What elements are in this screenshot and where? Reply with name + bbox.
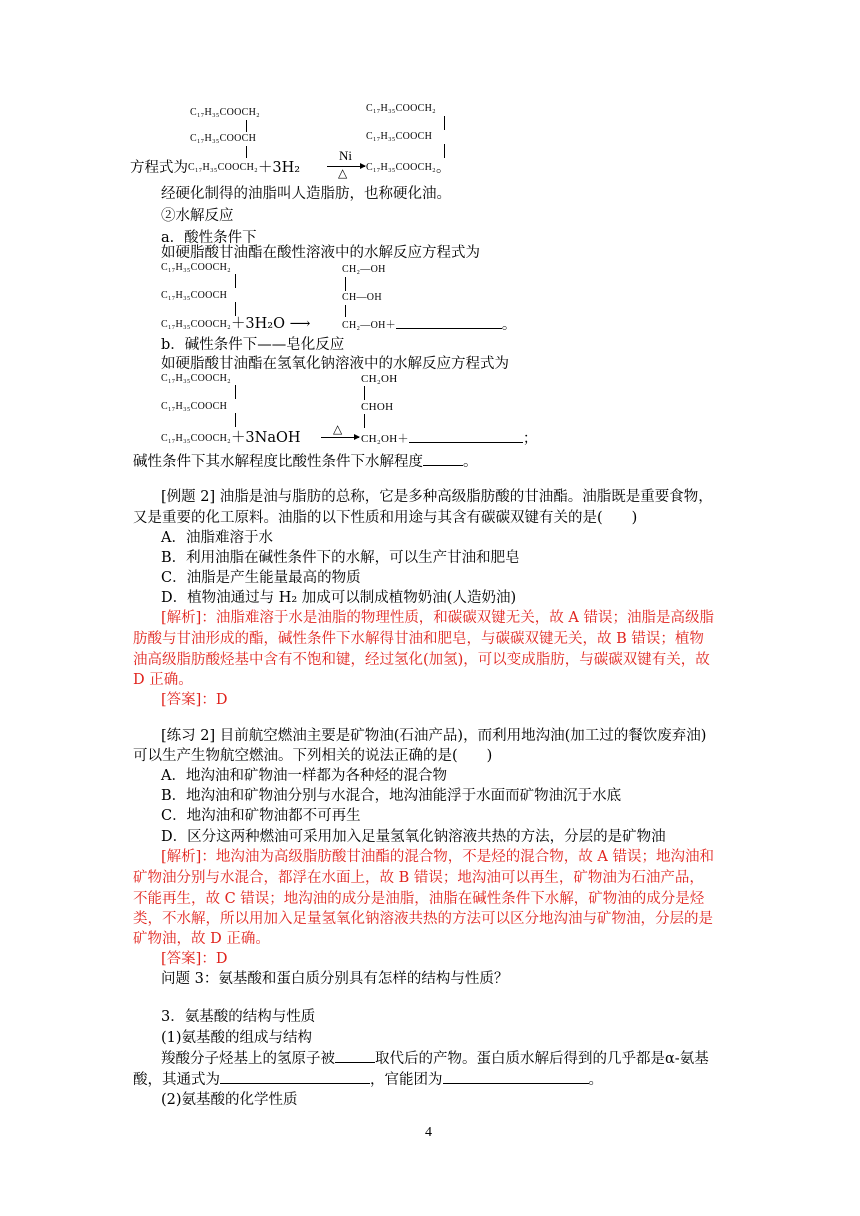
- text: ，官能团为: [370, 1072, 443, 1088]
- fill-blank[interactable]: [335, 1048, 375, 1063]
- h-right-line1: C₁₇H₃₅COOCH₂: [366, 103, 436, 114]
- example2-analysis-2: 肪酸与甘油形成的酯，碱性条件下水解得甘油和肥皂，与碳碳双键无关，故 B 错误；植物: [133, 631, 704, 647]
- h-right-line3: C₁₇H₃₅COOCH₂: [366, 162, 436, 173]
- text: 酸，其通式为: [133, 1072, 220, 1088]
- bond: [444, 116, 445, 130]
- base-left-3: C₁₇H₃₅COOCH₂: [161, 433, 231, 444]
- bond: [246, 146, 247, 158]
- acid-right-2: CH—OH: [342, 292, 382, 303]
- practice2-option-a: A．地沟油和矿物油一样都为各种烃的混合物: [161, 768, 447, 784]
- example2-analysis-1: [解析]：油脂难溶于水是油脂的物理性质，和碳碳双键无关，故 A 错误；油脂是高级脂: [161, 610, 715, 626]
- acid-blank[interactable]: [396, 314, 502, 329]
- base-label: b．碱性条件下——皂化反应: [161, 337, 345, 353]
- heat-symbol: △: [338, 166, 348, 180]
- page-number: 4: [425, 1125, 432, 1140]
- acid-left-2: C₁₇H₃₅COOCH: [161, 290, 228, 301]
- practice2-analysis-3: 不能再生，故 C 错误；地沟油的成分是油脂，油脂在碱性条件下水解，矿物油的成分是烃: [133, 891, 705, 907]
- text: 取代后的产物。蛋白质水解后得到的几乎都是α-氨基: [375, 1051, 709, 1067]
- hydrolysis-heading: ②水解反应: [161, 208, 234, 224]
- base-left-2: C₁₇H₃₅COOCH: [161, 401, 228, 412]
- base-blank[interactable]: [409, 428, 523, 443]
- text: 羧酸分子烃基上的氢原子被: [161, 1051, 335, 1067]
- example2-analysis-4: D 正确。: [133, 672, 193, 688]
- bond: [235, 413, 236, 427]
- base-left-1: C₁₇H₃₅COOCH₂: [161, 373, 231, 384]
- hardened-oil-note: 经硬化制得的油脂叫人造脂肪，也称硬化油。: [161, 186, 451, 202]
- formula-blank[interactable]: [220, 1069, 370, 1084]
- example2-analysis-3: 油高级脂肪酸烃基中含有不饱和键，经过氢化(加氢)，可以变成脂肪，与碳碳双键有关，故: [133, 652, 710, 668]
- base-right-3: CH₂OH＋: [361, 433, 409, 445]
- practice2-option-b: B．地沟油和矿物油分别与水混合，地沟油能浮于水面而矿物油沉于水底: [161, 788, 622, 804]
- acid-plus: ＋3H₂O ⟶: [230, 316, 311, 332]
- base-plus: ＋3NaOH: [230, 430, 301, 446]
- practice2-analysis-1: [解析]：地沟油为高级脂肪酸甘油酯的混合物，不是烃的混合物，故 A 错误；地沟油和: [161, 849, 715, 865]
- bond: [345, 277, 346, 291]
- acid-right-3-wrap: [342, 314, 516, 335]
- h-right-line2: C₁₇H₃₅COOCH: [366, 131, 433, 142]
- acid-right-1: CH₂—OH: [342, 264, 386, 275]
- base-equation-line3: [161, 428, 301, 448]
- acid-left-1: C₁₇H₃₅COOCH₂: [161, 262, 231, 273]
- heat-symbol: △: [333, 422, 343, 436]
- h-left-line2: C₁₇H₃₅COOCH: [190, 133, 257, 144]
- base-right-3-wrap: [361, 428, 537, 449]
- bond: [235, 385, 236, 399]
- example2-option-b: B．利用油脂在碱性条件下的水解，可以生产甘油和肥皂: [161, 550, 520, 566]
- hydrogenation-equation: [130, 158, 300, 178]
- bond: [364, 386, 365, 400]
- h-left-line3: C₁₇H₃₅COOCH₂: [188, 162, 258, 173]
- period: 。: [501, 317, 517, 333]
- h-left-line1: C₁₇H₃₅COOCH₂: [190, 107, 260, 118]
- practice2-analysis-4: 类，不水解，所以用加入足量氢氧化钠溶液共热的方法可以区分地沟油与矿物油，分层的是: [133, 911, 713, 927]
- section3-title: 3．氨基酸的结构与性质: [161, 1009, 316, 1025]
- practice2-option-c: C．地沟油和矿物油都不可再生: [161, 808, 361, 824]
- section3-sub2: (2)氨基酸的化学性质: [161, 1092, 298, 1108]
- example2-stem1: [例题 2] 油脂是油与脂肪的总称，它是多种高级脂肪酸的甘油酯。油脂既是重要食物，: [161, 489, 713, 505]
- period: 。: [463, 454, 478, 470]
- acid-right-3: CH₂—OH＋: [342, 320, 396, 331]
- plus-h2: ＋3H₂: [257, 160, 301, 176]
- period: 。: [435, 160, 451, 176]
- bond: [235, 274, 236, 288]
- base-right-2: CHOH: [361, 401, 394, 413]
- practice2-stem2: 可以生产生物航空燃油。下列相关的说法正确的是( ): [133, 748, 493, 764]
- acid-intro: 如硬脂酸甘油酯在酸性溶液中的水解反应方程式为: [161, 245, 480, 261]
- group-blank[interactable]: [443, 1069, 589, 1084]
- semicolon: ；: [522, 431, 538, 447]
- section3-line2: [133, 1069, 603, 1090]
- example2-stem2: 又是重要的化工原料。油脂的以下性质和用途与其含有碳碳双键有关的是( ): [133, 510, 638, 526]
- catalyst-ni: Ni: [339, 148, 352, 163]
- bond: [246, 120, 247, 132]
- example2-option-d: D．植物油通过与 H₂ 加成可以制成植物奶油(人造奶油): [161, 590, 517, 606]
- practice2-analysis-5: 矿物油，故 D 正确。: [133, 931, 270, 947]
- example2-answer: [答案]：D: [161, 692, 228, 708]
- practice2-stem1: [练习 2] 目前航空燃油主要是矿物油(石油产品)，而利用地沟油(加工过的餐饮废弃油): [161, 728, 707, 744]
- acid-label: a．酸性条件下: [161, 230, 257, 246]
- compare-text: 碱性条件下其水解程度比酸性条件下水解程度: [133, 454, 423, 470]
- practice2-analysis-2: 矿物油分别与水混合，都浮在水面上，故 B 错误；地沟油可以再生，矿物油为石油产品，: [133, 870, 704, 886]
- practice2-option-d: D．区分这两种燃油可采用加入足量氢氧化钠溶液共热的方法，分层的是矿物油: [161, 829, 666, 845]
- question3: 问题 3：氨基酸和蛋白质分别具有怎样的结构与性质？: [161, 971, 509, 987]
- bond: [444, 144, 445, 158]
- compare-line: [133, 451, 478, 472]
- section3-line1: [161, 1048, 709, 1069]
- compare-blank[interactable]: [423, 451, 463, 466]
- period: 。: [588, 1072, 603, 1088]
- bond: [364, 414, 365, 428]
- h-right-line3-wrap: [366, 158, 450, 178]
- example2-option-c: C．油脂是产生能量最高的物质: [161, 570, 361, 586]
- base-right-1: CH₂OH: [361, 373, 398, 385]
- acid-left-3: C₁₇H₃₅COOCH₂: [161, 319, 231, 330]
- section3-sub1: (1)氨基酸的组成与结构: [161, 1030, 313, 1046]
- prefix: 方程式为: [130, 160, 188, 176]
- base-intro: 如硬脂酸甘油酯在氢氧化钠溶液中的水解反应方程式为: [161, 356, 509, 372]
- example2-option-a: A．油脂难溶于水: [161, 530, 273, 546]
- practice2-answer: [答案]：D: [161, 951, 228, 967]
- acid-equation-line3: [161, 314, 310, 334]
